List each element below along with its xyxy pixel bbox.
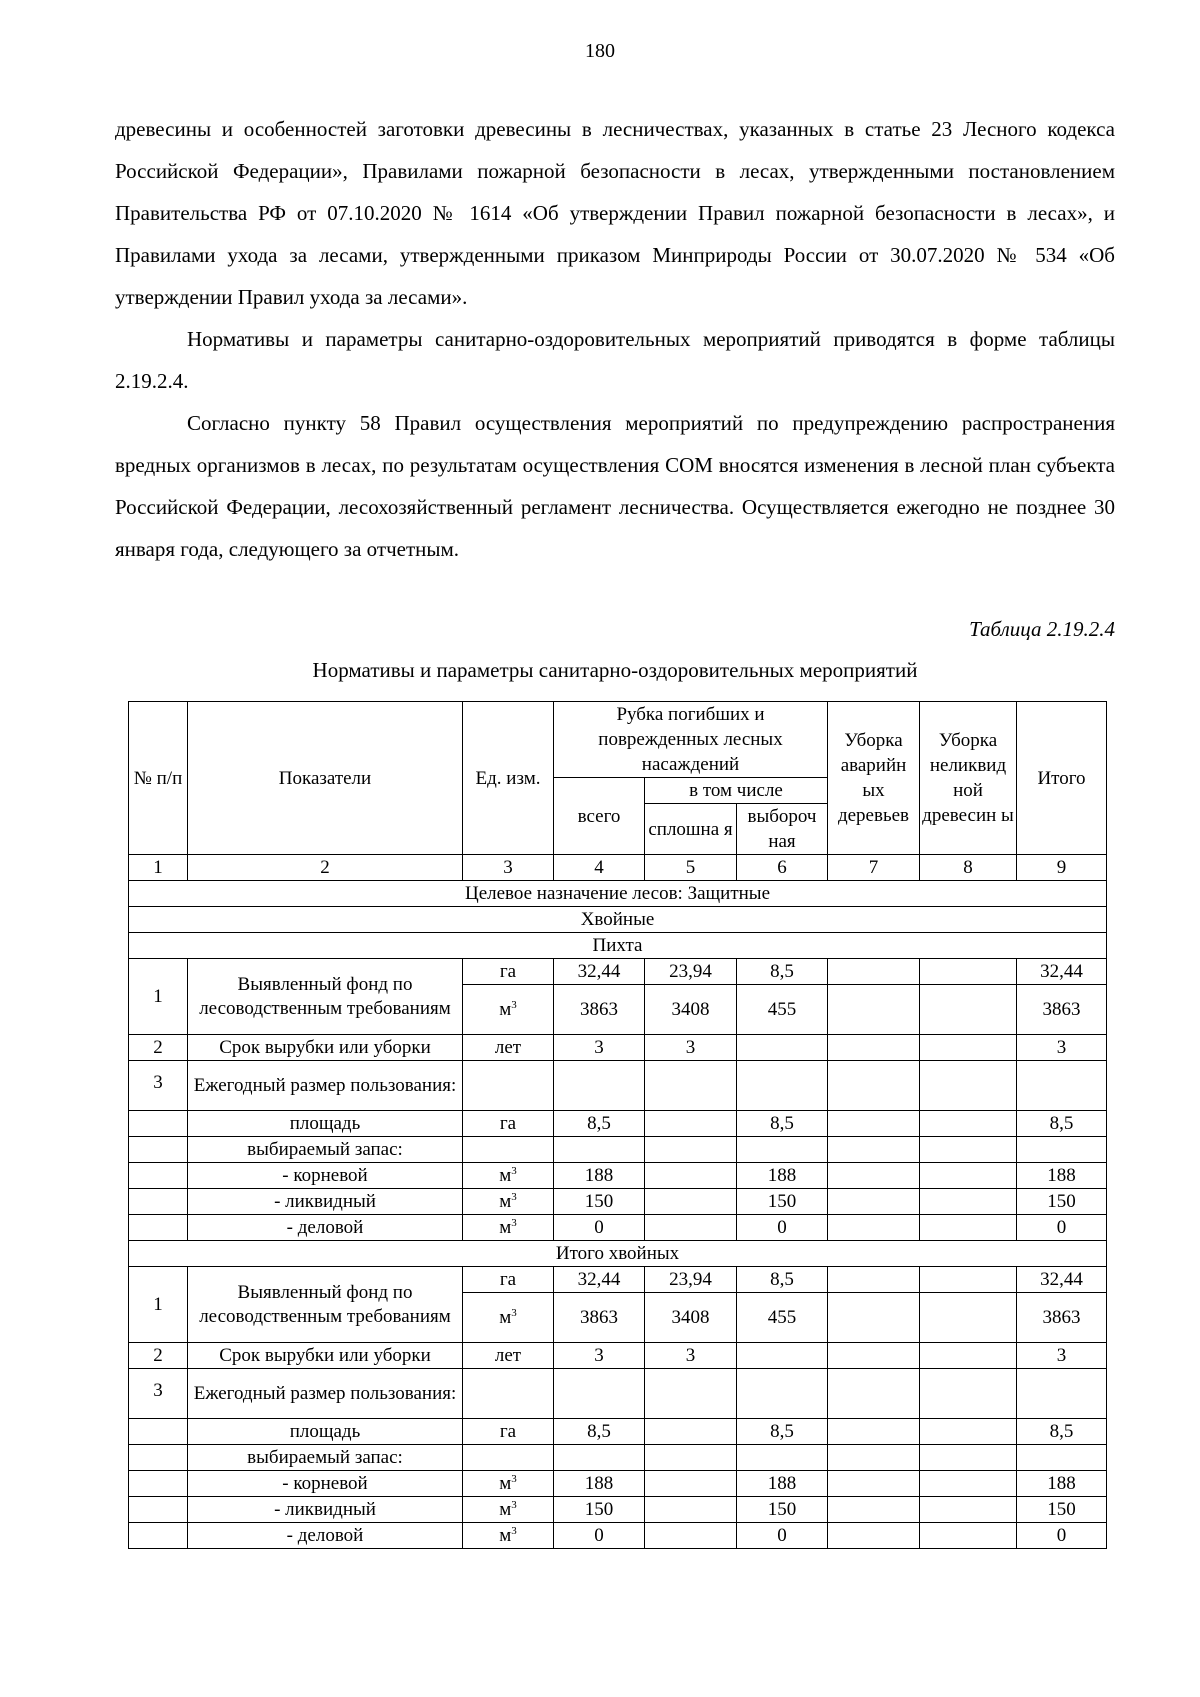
value-cell (645, 1111, 737, 1137)
value-cell: 188 (737, 1471, 828, 1497)
value-cell: 150 (1017, 1497, 1107, 1523)
section-group-total: Итого хвойных (129, 1241, 1107, 1267)
paragraph: Нормативы и параметры санитарно-оздоровительных мероприятий приводятся в форме таблицы 2.19.2.4. (115, 327, 1115, 393)
value-cell (828, 1419, 920, 1445)
value-cell (920, 1035, 1017, 1061)
value-cell: 8,5 (554, 1111, 645, 1137)
value-cell (920, 1163, 1017, 1189)
value-cell (828, 985, 920, 1035)
paragraph: древесины и особенностей заготовки древесины в лесничествах, указанных в статье 23 Лесного кодекса Российской Федерации», Правилами пожарной безопасности в лесах, утвержденными постановлением Правительства РФ от 07.10.2020 № 1614 «Об утверждении Правил пожарной безопасности в лесах», и Правилами ухода за лесами, утвержденными приказом Минприроды России от 30.07.2020 № 534 «Об утверждении Правил ухода за лесами». (115, 117, 1115, 309)
value-cell: 8,5 (1017, 1419, 1107, 1445)
header-total: Итого (1017, 702, 1107, 855)
value-cell (645, 1471, 737, 1497)
value-cell (920, 1471, 1017, 1497)
table-caption: Таблица 2.19.2.4 (969, 617, 1115, 641)
value-cell: 0 (737, 1215, 828, 1241)
value-cell (645, 1163, 737, 1189)
value-cell (920, 1523, 1017, 1549)
column-number: 2 (188, 855, 463, 881)
value-cell: 150 (737, 1497, 828, 1523)
unit-cell: $м^3$ (463, 1163, 554, 1189)
value-cell: 188 (1017, 1163, 1107, 1189)
table-title: Нормативы и параметры санитарно-оздоровительных мероприятий (312, 658, 918, 682)
value-cell: 32,44 (554, 1267, 645, 1293)
value-cell (737, 1035, 828, 1061)
sanitary-measures-table (128, 701, 1107, 1549)
value-cell (828, 1267, 920, 1293)
value-cell: 32,44 (554, 959, 645, 985)
header-selective: выбороч ная (737, 804, 828, 855)
value-cell: 0 (554, 1215, 645, 1241)
column-number: 5 (645, 855, 737, 881)
value-cell (645, 1419, 737, 1445)
indicator-label: Ежегодный размер пользования: (188, 1369, 463, 1419)
column-number: 7 (828, 855, 920, 881)
value-cell (828, 1523, 920, 1549)
value-cell: 188 (1017, 1471, 1107, 1497)
header-unit: Ед. изм. (463, 702, 554, 855)
value-cell (645, 1215, 737, 1241)
value-cell (828, 1111, 920, 1137)
indicator-label: - деловой (188, 1215, 463, 1241)
value-cell (828, 1497, 920, 1523)
row-number: 2 (129, 1035, 188, 1061)
row-number: 2 (129, 1343, 188, 1369)
indicator-label: - ликвидный (188, 1497, 463, 1523)
value-cell (920, 1267, 1017, 1293)
column-number: 8 (920, 855, 1017, 881)
indicator-label: Срок вырубки или уборки (188, 1343, 463, 1369)
value-cell: 3 (645, 1035, 737, 1061)
value-cell: 23,94 (645, 959, 737, 985)
value-cell (828, 1189, 920, 1215)
value-cell (828, 1471, 920, 1497)
value-cell (920, 1343, 1017, 1369)
value-cell: 150 (737, 1189, 828, 1215)
value-cell (920, 1293, 1017, 1343)
value-cell: 8,5 (737, 959, 828, 985)
header-felling: Рубка погибших и поврежденных лесных насаждений (554, 702, 828, 778)
page-number: 180 (585, 40, 615, 62)
value-cell (828, 1215, 920, 1241)
unit-cell: га (463, 959, 554, 985)
value-cell: 150 (554, 1497, 645, 1523)
value-cell: 3 (1017, 1035, 1107, 1061)
row-number: 3 (129, 1369, 188, 1419)
indicator-label: - корневой (188, 1163, 463, 1189)
value-cell: 0 (554, 1523, 645, 1549)
section-species: Пихта (129, 933, 1107, 959)
unit-cell: лет (463, 1343, 554, 1369)
value-cell (920, 1215, 1017, 1241)
value-cell (828, 1293, 920, 1343)
header-num: № п/п (129, 702, 188, 855)
value-cell: 3 (1017, 1343, 1107, 1369)
value-cell: 3863 (554, 985, 645, 1035)
paragraph: Согласно пункту 58 Правил осуществления мероприятий по предупреждению распространения вредных организмов в лесах, по результатам осуществления СОМ вносятся изменения в лесной план субъекта Российской Федерации, лесохозяйственный регламент лесничества. Осуществляется ежегодно не позднее 30 января года, следующего за отчетным. (115, 411, 1115, 561)
value-cell: 3863 (1017, 985, 1107, 1035)
column-number: 3 (463, 855, 554, 881)
value-cell: 8,5 (737, 1267, 828, 1293)
unit-cell: $м^3$ (463, 985, 554, 1035)
value-cell (920, 985, 1017, 1035)
value-cell (828, 1343, 920, 1369)
value-cell: 23,94 (645, 1267, 737, 1293)
value-cell: 8,5 (737, 1111, 828, 1137)
value-cell: 188 (737, 1163, 828, 1189)
value-cell: 150 (554, 1189, 645, 1215)
unit-cell: $м^3$ (463, 1471, 554, 1497)
value-cell: 3863 (1017, 1293, 1107, 1343)
section-group: Хвойные (129, 907, 1107, 933)
value-cell: 0 (1017, 1523, 1107, 1549)
unit-cell: $м^3$ (463, 1215, 554, 1241)
indicator-label: - деловой (188, 1523, 463, 1549)
value-cell: 32,44 (1017, 959, 1107, 985)
value-cell (920, 1497, 1017, 1523)
value-cell (920, 959, 1017, 985)
value-cell (737, 1343, 828, 1369)
unit-cell: лет (463, 1035, 554, 1061)
value-cell (645, 1189, 737, 1215)
value-cell (920, 1419, 1017, 1445)
value-cell (920, 1111, 1017, 1137)
value-cell (920, 1189, 1017, 1215)
value-cell: 8,5 (737, 1419, 828, 1445)
unit-cell: $м^3$ (463, 1523, 554, 1549)
value-cell (828, 1035, 920, 1061)
column-number: 9 (1017, 855, 1107, 881)
value-cell: 150 (1017, 1189, 1107, 1215)
row-number: 1 (129, 1267, 188, 1343)
section-purpose: Целевое назначение лесов: Защитные (129, 881, 1107, 907)
value-cell (645, 1497, 737, 1523)
value-cell (828, 959, 920, 985)
indicator-label: выбираемый запас: (188, 1445, 463, 1471)
unit-cell: $м^3$ (463, 1189, 554, 1215)
value-cell: 3863 (554, 1293, 645, 1343)
header-indicators: Показатели (188, 702, 463, 855)
value-cell: 455 (737, 1293, 828, 1343)
value-cell: 0 (737, 1523, 828, 1549)
value-cell: 8,5 (1017, 1111, 1107, 1137)
indicator-label: - корневой (188, 1471, 463, 1497)
value-cell: 3 (645, 1343, 737, 1369)
indicator-label: Ежегодный размер пользования: (188, 1061, 463, 1111)
value-cell: 3 (554, 1343, 645, 1369)
indicator-label: Выявленный фонд по лесоводственным требованиям (188, 1267, 463, 1343)
value-cell: 3 (554, 1035, 645, 1061)
unit-cell: га (463, 1267, 554, 1293)
value-cell: 188 (554, 1163, 645, 1189)
header-total-all: всего (554, 778, 645, 855)
indicator-label: площадь (188, 1419, 463, 1445)
row-number: 3 (129, 1061, 188, 1111)
indicator-label: Срок вырубки или уборки (188, 1035, 463, 1061)
indicator-label: выбираемый запас: (188, 1137, 463, 1163)
header-emergency: Уборка аварийн ых деревьев (828, 702, 920, 855)
indicator-label: площадь (188, 1111, 463, 1137)
value-cell: 8,5 (554, 1419, 645, 1445)
unit-cell: $м^3$ (463, 1293, 554, 1343)
value-cell (645, 1523, 737, 1549)
header-including: в том числе (645, 778, 828, 804)
column-number: 6 (737, 855, 828, 881)
header-illiquid: Уборка неликвид ной древесин ы (920, 702, 1017, 855)
row-number: 1 (129, 959, 188, 1035)
column-number: 1 (129, 855, 188, 881)
value-cell: 32,44 (1017, 1267, 1107, 1293)
body-text (115, 108, 1115, 570)
unit-cell: га (463, 1111, 554, 1137)
value-cell (828, 1163, 920, 1189)
indicator-label: Выявленный фонд по лесоводственным требованиям (188, 959, 463, 1035)
header-clear: сплошна я (645, 804, 737, 855)
indicator-label: - ликвидный (188, 1189, 463, 1215)
value-cell: 3408 (645, 985, 737, 1035)
unit-cell: га (463, 1419, 554, 1445)
value-cell: 455 (737, 985, 828, 1035)
value-cell: 3408 (645, 1293, 737, 1343)
column-number: 4 (554, 855, 645, 881)
value-cell: 188 (554, 1471, 645, 1497)
value-cell: 0 (1017, 1215, 1107, 1241)
unit-cell: $м^3$ (463, 1497, 554, 1523)
